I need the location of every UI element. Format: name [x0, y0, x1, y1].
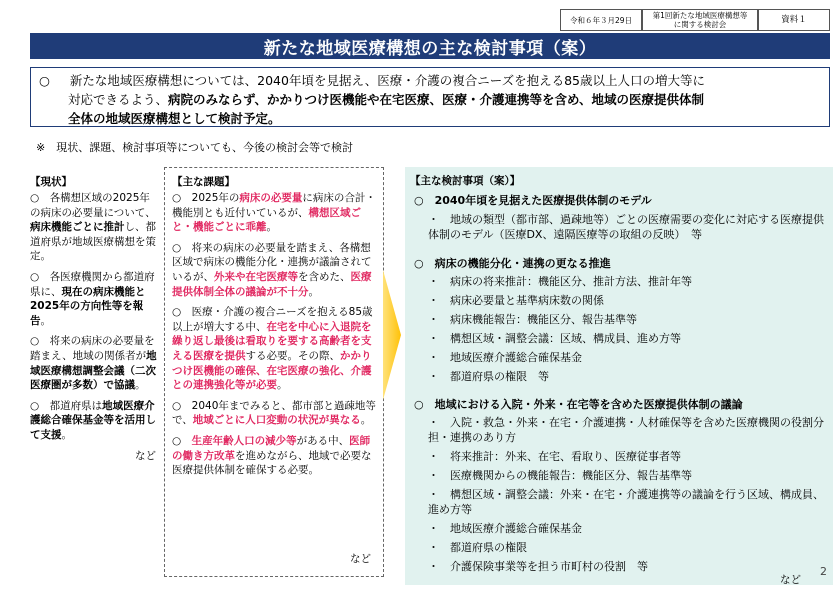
issues-column [172, 174, 378, 484]
topic-item: ・ 介護保険事業等を担う市町村の役割 等 [428, 560, 648, 573]
topic-item: ・ 地域の類型（都市部、過疎地等）ごとの医療需要の変化に対応する医療提供体制のモデル（医療DX、遠隔医療等の取組の反映） 等 [428, 213, 824, 241]
topic-item: ・ 都道府県の権限 等 [428, 370, 549, 383]
date-box: 令和６年３月29日 [560, 9, 642, 31]
topic-item: ・ 病床機能報告：機能区分、報告基準等 [428, 313, 637, 326]
topic-item: ・ 将来推計：外来、在宅、看取り、医療従事者等 [428, 450, 681, 463]
topic-item: ・ 医療機関からの機能報告：機能区分、報告基準等 [428, 469, 692, 482]
issue-item: ○ 医療・介護の複合ニーズを抱える85歳以上が増大する中、在宅を中心に入退院を繰り返し最後は看取りを要する高齢者を支える医療を提供する必要。その際、かかりつけ医機能の確保、在宅医療の強化、介護との連携強化等が必要。 [172, 306, 373, 392]
topic-section-title: ○ 病床の機能分化・連携の更なる推進 [414, 257, 611, 270]
current-item: ○ 将来の病床の必要量を踏まえ、地域の関係者が地域医療構想調整会議（二次医療圏が多数）で協議。 [30, 335, 157, 392]
issue-item: ○ 2040年までみると、都市部と過疎地等で、地域ごとに人口変動の状況が異なる。 [172, 399, 376, 427]
issue-item: ○ 2025年の病床の必要量に病床の合計・機能別とも近付いているが、構想区域ごと・機能ごとに乖離。 [172, 192, 376, 234]
current-status-column [30, 174, 158, 463]
current-etc: など [135, 449, 156, 462]
topic-item: ・ 地域医療介護総合確保基金 [428, 351, 582, 364]
meeting-box: 第1回新たな地域医療構想等 に関する検討会 [642, 9, 758, 31]
intro-box: ○ 新たな地域医療構想については、2040年頃を見据え、医療・介護の複合ニーズを抱える85歳以上人口の増大等に 対応できるよう、病院のみならず、かかりつけ医機能や在宅医療、医療・介護連携等を含め、地域の医療提供体制 全体の地域医療構想として検討予定。 [30, 67, 830, 127]
current-item: ○ 各医療機関から都道府県に、現在の病床機能と2025年の方向性等を報告。 [30, 270, 155, 327]
current-header: 【現状】 [30, 176, 72, 188]
note: ※ 現状、課題、検討事項等についても、今後の検討会等で検討 [36, 141, 353, 154]
topic-section-title: ○ 2040年頃を見据えた医療提供体制のモデル [414, 194, 652, 207]
topic-item: ・ 構想区域・調整会議：外来・在宅・介護連携等の議論を行う区域、構成員、進め方等 [428, 488, 824, 516]
topic-item: ・ 構想区域・調整会議：区域、構成員、進め方等 [428, 332, 681, 345]
topic-item: ・ 地域医療介護総合確保基金 [428, 522, 582, 535]
current-item: ○ 各構想区域の2025年の病床の必要量について、病床機能ごとに推計し、都道府県が地域医療構想を策定。 [30, 192, 156, 263]
doc-number-box: 資料１ [758, 9, 830, 31]
page-title: 新たな地域医療構想の主な検討事項（案） [30, 33, 830, 59]
current-item: ○ 都道府県は地域医療介護総合確保基金等を活用して支援。 [30, 399, 156, 441]
topic-item: ・ 病床の将来推計：機能区分、推計方法、推計年等 [428, 275, 692, 288]
issues-header: 【主な課題】 [172, 176, 235, 188]
issues-etc: など [350, 553, 371, 565]
topic-section [414, 396, 828, 574]
intro-marker: ○ [39, 73, 50, 88]
issue-item: ○ 将来の病床の必要量を踏まえ、各構想区域で病床の機能分化・連携が議論されているが、外来や在宅医療等を含めた、医療提供体制全体の議論が不十分。 [172, 241, 372, 298]
issue-item: ○ 生産年齢人口の減少等がある中、医師の働き方改革を進めながら、地域で必要な医療提供体制を確保する必要。 [172, 434, 372, 477]
topic-section [414, 192, 828, 242]
topic-section-title: ○ 地域における入院・外来・在宅等を含めた医療提供体制の議論 [414, 398, 743, 411]
topics-etc: など [780, 574, 801, 586]
topic-item: ・ 都道府県の権限 [428, 541, 527, 554]
topics-header: 【主な検討事項（案）】 [410, 175, 521, 187]
page-number: 2 [820, 565, 827, 578]
topic-item: ・ 病床必要量と基準病床数の関係 [428, 294, 604, 307]
topic-item: ・ 入院・救急・外来・在宅・介護連携・人材確保等を含めた医療機関の役割分担・連携のあり方 [428, 416, 824, 444]
topics-column [410, 173, 828, 188]
topic-section [414, 255, 828, 384]
flow-arrow [383, 270, 401, 400]
